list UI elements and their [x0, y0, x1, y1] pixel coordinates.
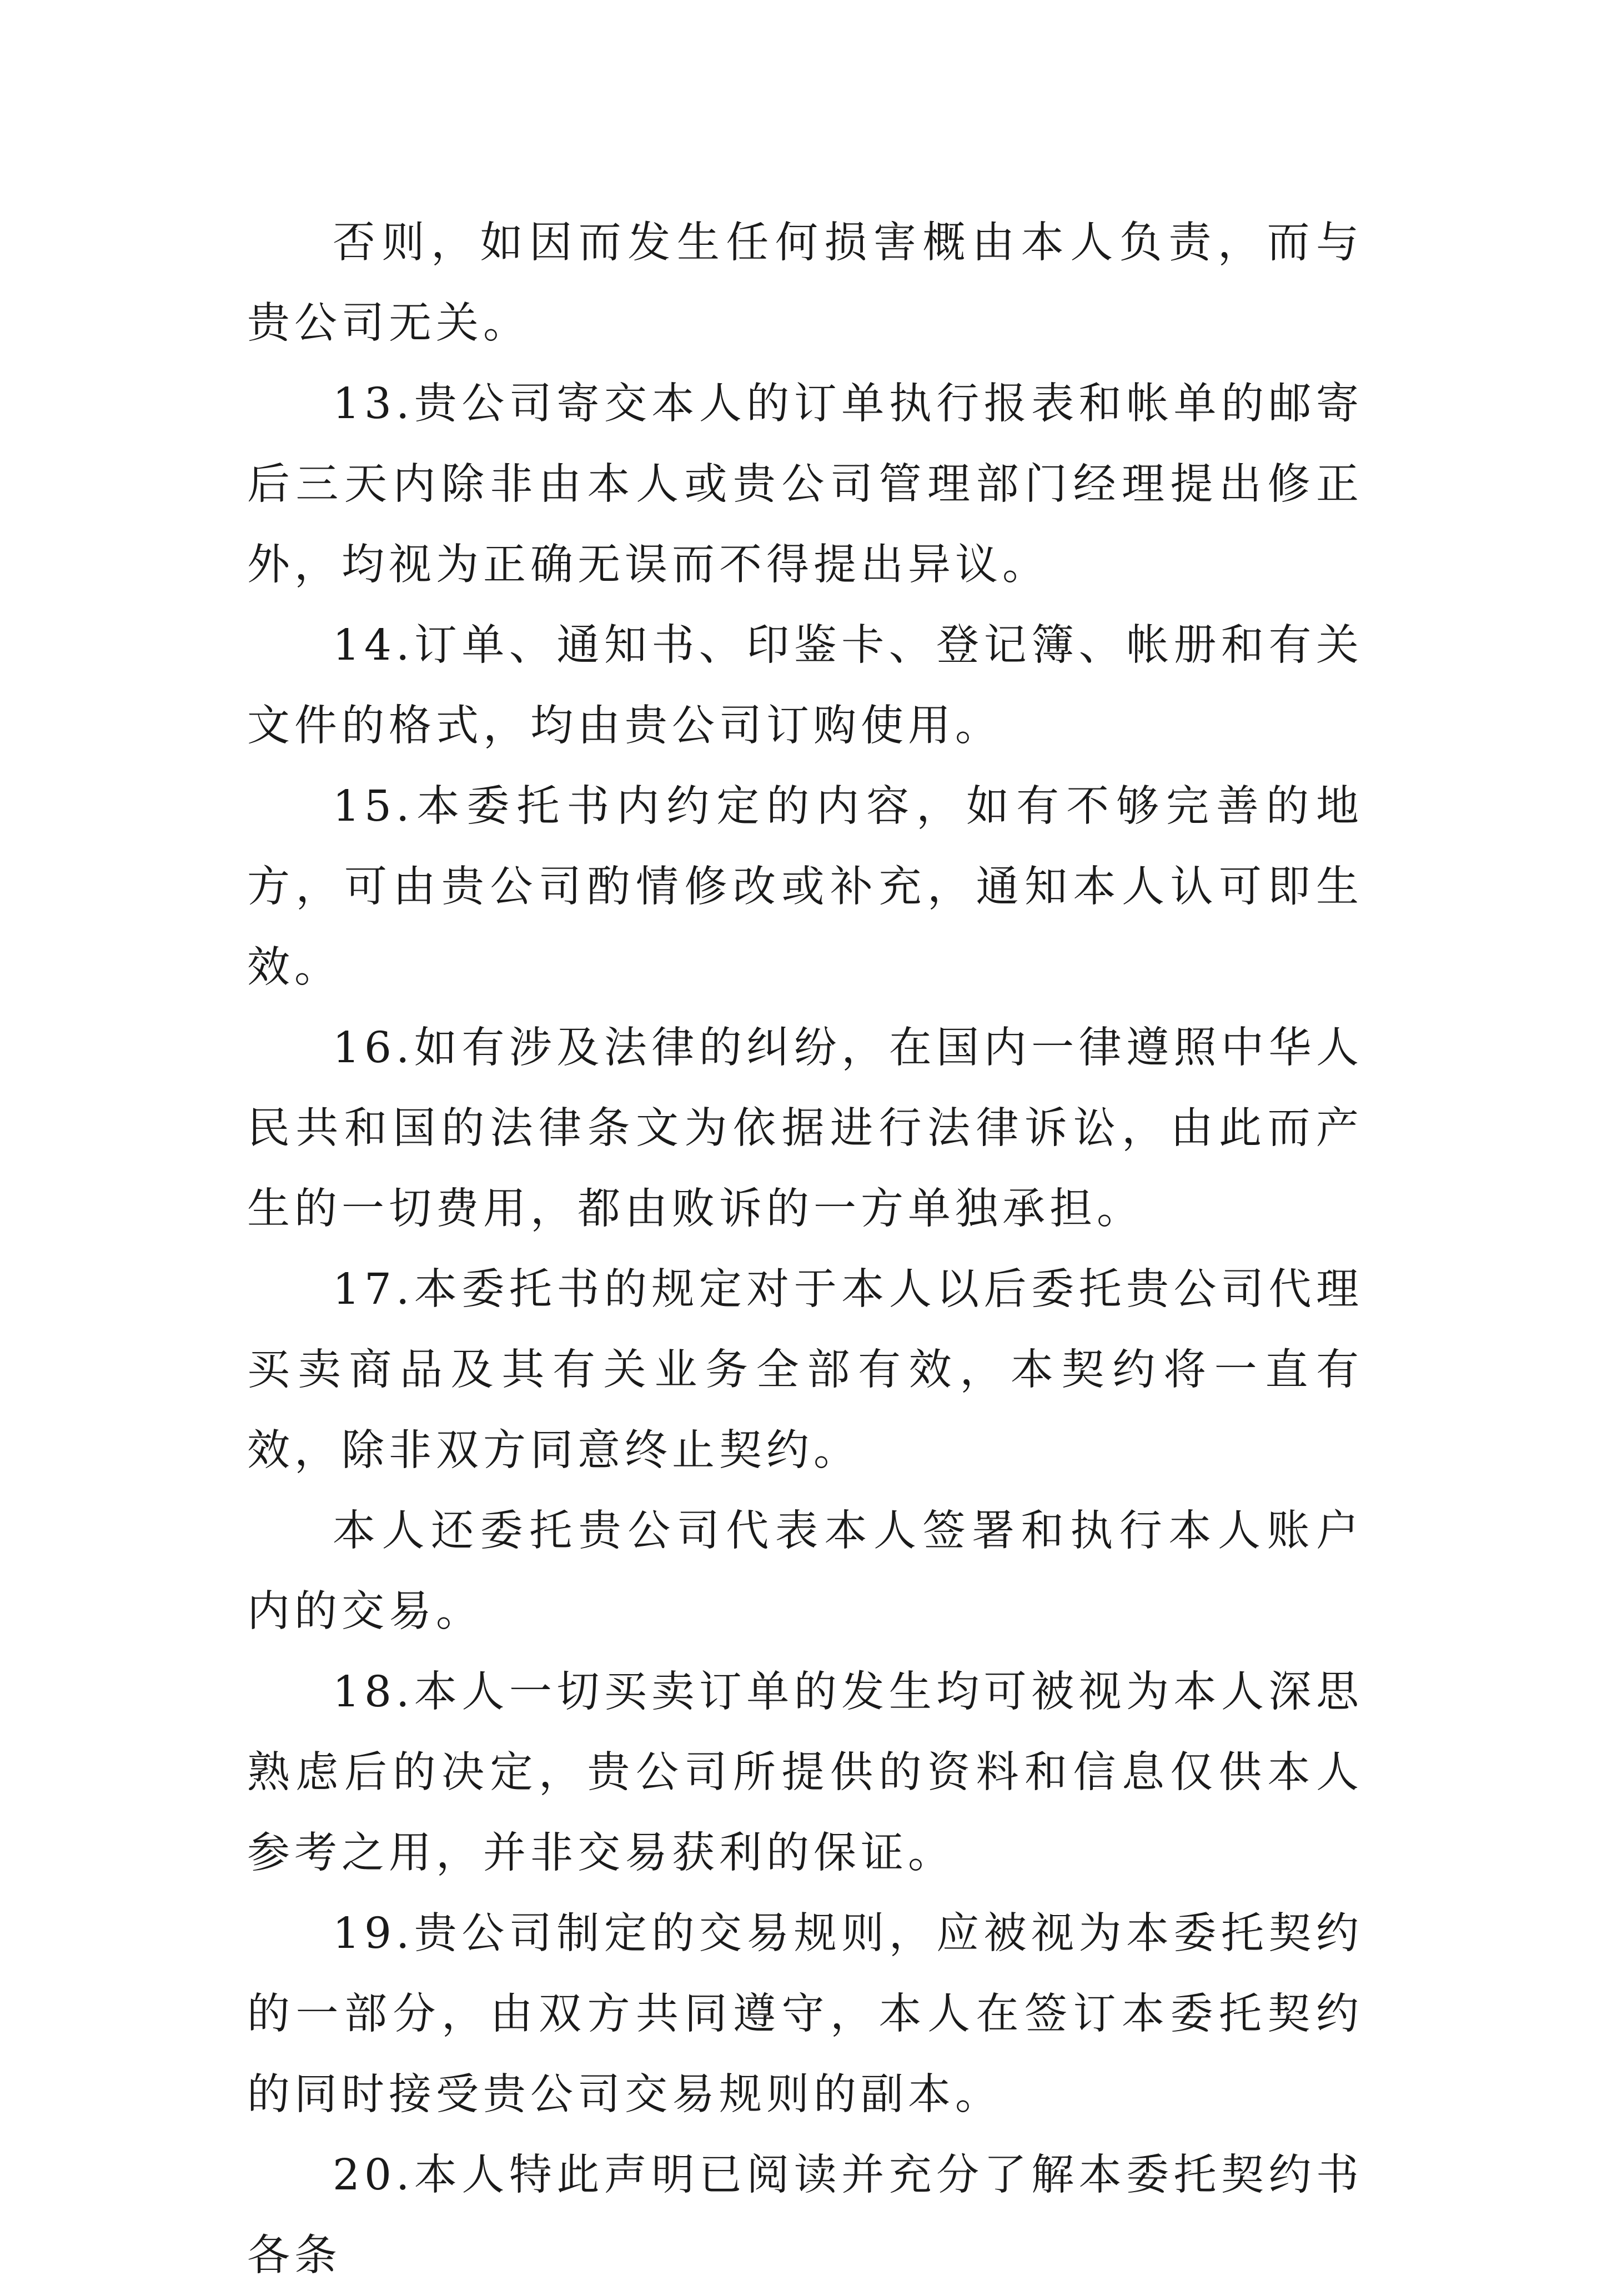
paragraph-delegation: 本人还委托贵公司代表本人签署和执行本人账户内的交易。 [247, 1506, 1363, 1636]
paragraph-clause-17: 17.本委托书的规定对于本人以后委托贵公司代理买卖商品及其有关业务全部有效，本契约将一直有效，除非双方同意终止契约。 [247, 1265, 1363, 1475]
paragraph-clause-19: 19.贵公司制定的交易规则，应被视为本委托契约的一部分，由双方共同遵守，本人在签订本委托契约的同时接受贵公司交易规则的副本。 [247, 1909, 1363, 2119]
paragraph-clause-14: 14.订单、通知书、印鉴卡、登记簿、帐册和有关文件的格式，均由贵公司订购使用。 [247, 621, 1363, 751]
document-body [247, 203, 1363, 2296]
paragraph-clause-18: 18.本人一切买卖订单的发生均可被视为本人深思熟虑后的决定，贵公司所提供的资料和信息仅供本人参考之用，并非交易获利的保证。 [247, 1667, 1363, 1878]
paragraph-clause-16: 16.如有涉及法律的纠纷，在国内一律遵照中华人民共和国的法律条文为依据进行法律诉讼，由此而产生的一切费用，都由败诉的一方单独承担。 [247, 1023, 1363, 1234]
paragraph-continuation: 否则，如因而发生任何损害概由本人负责，而与贵公司无关。 [247, 218, 1363, 348]
paragraph-clause-13: 13.贵公司寄交本人的订单执行报表和帐单的邮寄后三天内除非由本人或贵公司管理部门经理提出修正外，均视为正确无误而不得提出异议。 [247, 379, 1363, 590]
paragraph-clause-20: 20.本人特此声明已阅读并充分了解本委托契约书各条 [247, 2151, 1363, 2280]
paragraph-clause-15: 15.本委托书内约定的内容，如有不够完善的地方，可由贵公司酌情修改或补充，通知本人认可即生效。 [247, 782, 1363, 992]
